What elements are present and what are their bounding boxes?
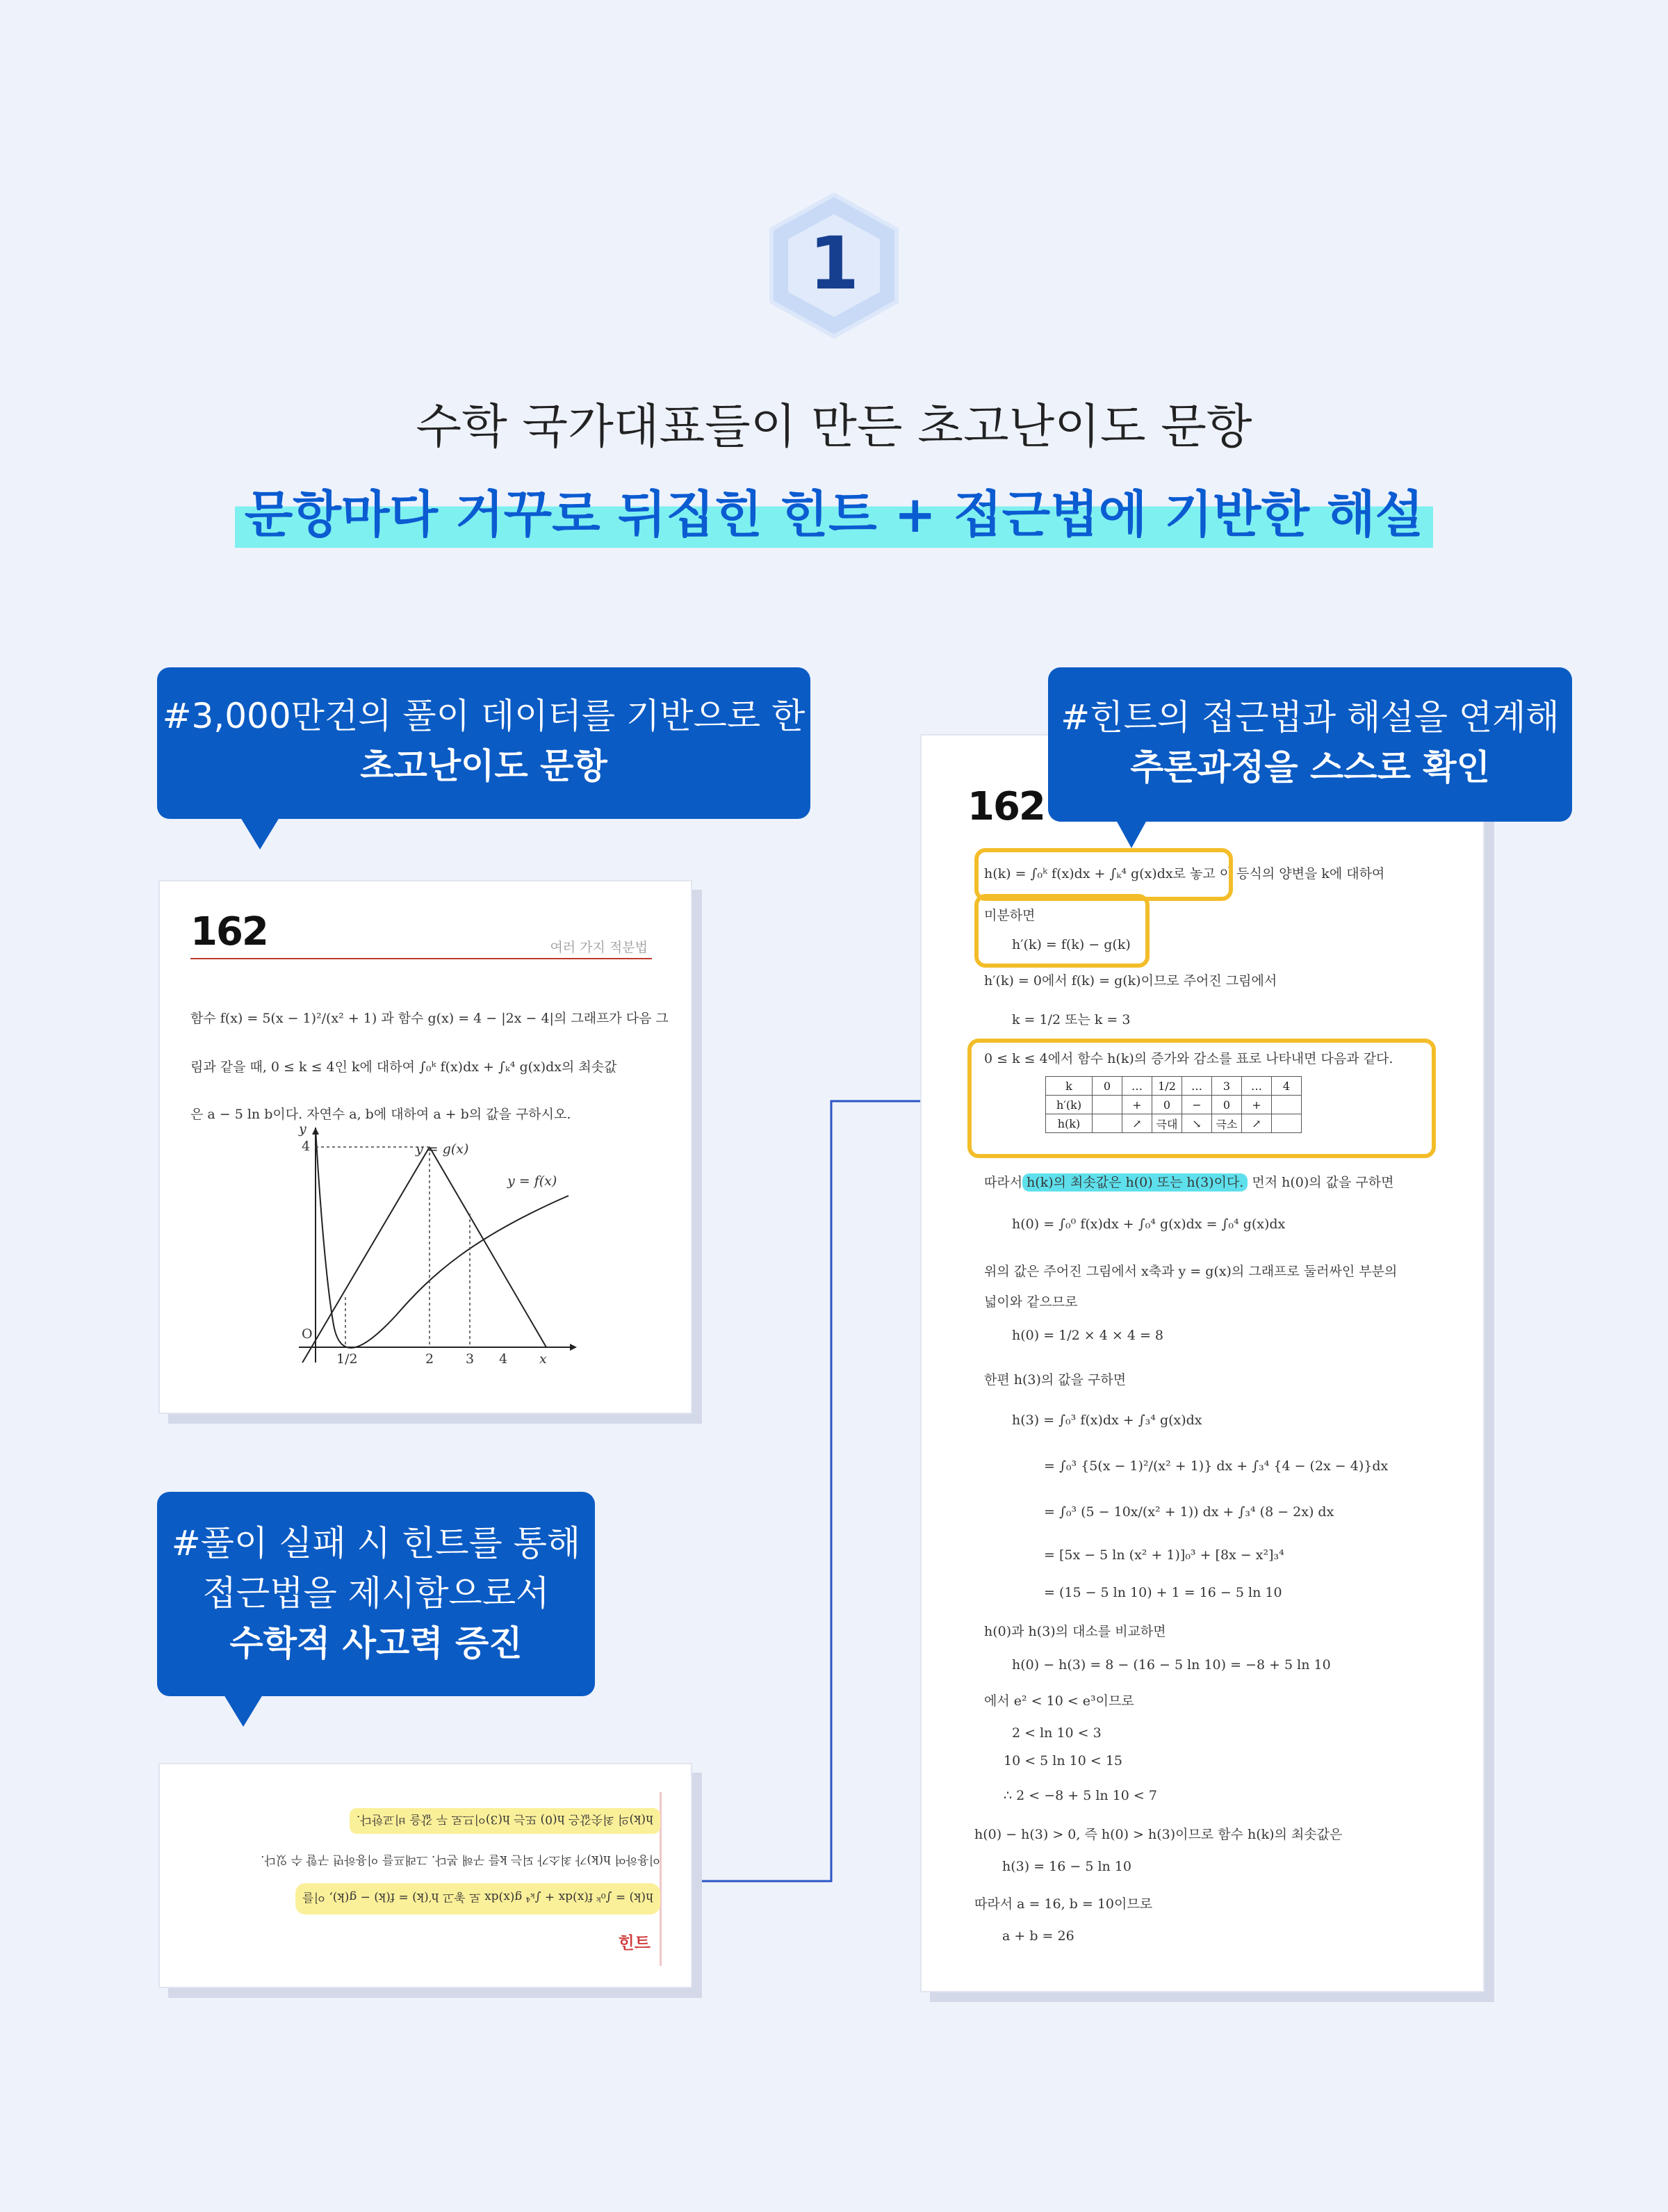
table-cell: … <box>1242 1077 1272 1096</box>
solution-number: 162 <box>967 784 1045 829</box>
graph-y-label: y <box>299 1121 306 1137</box>
solution-line-7-highlight: h(k)의 최솟값은 h(0) 또는 h(3)이다. <box>1022 1173 1248 1192</box>
headline-secondary: 문항마다 거꾸로 뒤집힌 힌트 + 접근법에 기반한 해설 <box>235 473 1433 548</box>
bubble-problem <box>157 667 810 819</box>
table-cell: … <box>1182 1077 1212 1096</box>
graph-label-g: y = g(x) <box>416 1141 469 1157</box>
solution-line-8: h(0) = ∫₀⁰ f(x)dx + ∫₀⁴ g(x)dx = ∫₀⁴ g(x)dx <box>1012 1217 1286 1232</box>
table-cell: 극대 <box>1152 1114 1182 1133</box>
solution-line-2: 미분하면 <box>984 908 1036 923</box>
table-cell: + <box>1122 1096 1152 1114</box>
solution-line-26: 따라서 a = 16, b = 10이므로 <box>974 1896 1153 1912</box>
solution-line-27: a + b = 26 <box>1002 1928 1074 1944</box>
bubble-solution-tail <box>1116 820 1147 848</box>
solution-line-14: = ∫₀³ {5(x − 1)²/(x² + 1)} dx + ∫₃⁴ {4 − (2x − 4)}dx <box>1044 1458 1389 1474</box>
hint-logo: 힌트 <box>618 1933 651 1953</box>
problem-category: 여러 가지 적분법 <box>550 940 648 955</box>
table-cell: 3 <box>1212 1077 1242 1096</box>
solution-line-7c: 먼저 h(0)의 값을 구하면 <box>1248 1175 1394 1190</box>
bubble-problem-tail <box>240 818 279 849</box>
graph-x-tick-4: 4 <box>499 1351 508 1367</box>
solution-card <box>920 734 1485 1992</box>
problem-text-1: 함수 f(x) = 5(x − 1)²/(x² + 1) 과 함수 g(x) = 4 − |2x − 4|의 그래프가 다음 그 <box>190 1011 669 1026</box>
hint-card <box>158 1763 692 1988</box>
table-cell: … <box>1122 1077 1152 1096</box>
table-cell: 0 <box>1152 1096 1182 1114</box>
highlight-box-derivative <box>974 894 1150 968</box>
solution-line-17: = (15 − 5 ln 10) + 1 = 16 − 5 ln 10 <box>1044 1585 1282 1600</box>
solution-line-7a: 따라서 <box>984 1175 1023 1190</box>
bubble-hint-line3: 수학적 사고력 증진 <box>229 1623 523 1664</box>
bubble-problem-line1: #3,000만건의 풀이 데이터를 기반으로 한 <box>162 696 806 736</box>
hint-line-2: 이용하여 h(k)가 최소가 되는 k를 구해 본다. 그래프를 이용하면 구할 수 있다. <box>261 1853 660 1867</box>
bubble-problem-line2: 초고난이도 문항 <box>360 746 607 786</box>
table-cell: ↗ <box>1242 1114 1272 1133</box>
table-cell: 극소 <box>1212 1114 1242 1133</box>
table-cell: + <box>1242 1096 1272 1114</box>
table-cell: − <box>1182 1096 1212 1114</box>
solution-line-23: ∴ 2 < −8 + 5 ln 10 < 7 <box>1004 1788 1157 1803</box>
bubble-solution <box>1048 667 1572 822</box>
bubble-hint-line2: 접근법을 제시함으로서 <box>202 1573 550 1613</box>
solution-line-22: 10 < 5 ln 10 < 15 <box>1004 1753 1123 1768</box>
bubble-hint <box>157 1492 595 1696</box>
solution-line-18: h(0)과 h(3)의 대소를 비교하면 <box>984 1624 1166 1639</box>
hint-line-1: h(k) = ∫₀ᵏ f(x)dx + ∫ₖ⁴ g(x)dx 로 놓고 h′(k) = f(k) − g(k), 이를 <box>295 1883 660 1914</box>
solution-line-16: = [5x − 5 ln (x² + 1)]₀³ + [8x − x²]₃⁴ <box>1044 1547 1284 1563</box>
problem-divider <box>190 958 652 959</box>
g-line-left <box>302 1147 430 1363</box>
solution-line-9: 위의 값은 주어진 그림에서 x축과 y = g(x)의 그래프로 둘러싸인 부분의 <box>984 1264 1398 1279</box>
solution-line-7 <box>984 1172 1393 1191</box>
solution-line-1: h(k) = ∫₀ᵏ f(x)dx + ∫ₖ⁴ g(x)dx로 놓고 이 등식의 양변을 k에 대하여 <box>984 866 1385 881</box>
problem-text-3: 은 a − 5 ln b이다. 자연수 a, b에 대하여 a + b의 값을 구하시오. <box>190 1107 571 1122</box>
table-cell: 0 <box>1093 1077 1122 1096</box>
hint-logo-wrap <box>619 1929 651 1953</box>
headline-primary: 수학 국가대표들이 만든 초고난이도 문항 <box>416 400 1252 455</box>
solution-line-6: 0 ≤ k ≤ 4에서 함수 h(k)의 증가와 감소를 표로 나타내면 다음과 같다. <box>984 1051 1393 1066</box>
solution-line-21: 2 < ln 10 < 3 <box>1012 1725 1102 1741</box>
solution-line-25: h(3) = 16 − 5 ln 10 <box>1002 1859 1131 1874</box>
table-cell: 4 <box>1272 1077 1302 1096</box>
graph-y-tick-4: 4 <box>302 1139 311 1154</box>
hint-line-3: h(k)의 최솟값은 h(0) 또는 h(3)이므로 두 값을 비교한다. <box>350 1808 660 1834</box>
table-cell: h′(k) <box>1046 1096 1093 1114</box>
table-cell: h(k) <box>1046 1114 1093 1133</box>
f-curve <box>316 1128 569 1348</box>
solution-line-3: h′(k) = f(k) − g(k) <box>1012 937 1131 952</box>
hint-flipped-content <box>188 1792 660 1966</box>
solution-line-20: 에서 e² < 10 < e³이므로 <box>984 1693 1134 1709</box>
solution-line-11: h(0) = 1/2 × 4 × 4 = 8 <box>1012 1328 1163 1343</box>
table-cell: ↘ <box>1182 1114 1212 1133</box>
problem-number: 162 <box>190 909 268 954</box>
graph-x-label: x <box>539 1351 547 1367</box>
step-number: 1 <box>808 221 860 306</box>
solution-line-19: h(0) − h(3) = 8 − (16 − 5 ln 10) = −8 + 5 ln 10 <box>1012 1657 1331 1673</box>
solution-line-13: h(3) = ∫₀³ f(x)dx + ∫₃⁴ g(x)dx <box>1012 1413 1202 1428</box>
graph-x-tick-2: 2 <box>425 1351 434 1367</box>
bubble-solution-line1: #힌트의 접근법과 해설을 연계해 <box>1061 697 1560 738</box>
problem-graph <box>292 1126 584 1363</box>
table-cell: k <box>1046 1077 1093 1096</box>
solution-line-12: 한편 h(3)의 값을 구하면 <box>984 1372 1127 1388</box>
highlight-box-table <box>967 1039 1436 1158</box>
solution-line-24: h(0) − h(3) > 0, 즉 h(0) > h(3)이므로 함수 h(k)의 최솟값은 <box>974 1827 1343 1842</box>
solution-line-10: 넓이와 같으므로 <box>984 1294 1078 1310</box>
table-cell: ↗ <box>1122 1114 1152 1133</box>
graph-label-f: y = f(x) <box>507 1173 557 1189</box>
table-cell: 1/2 <box>1152 1077 1182 1096</box>
problem-text-2: 림과 같을 때, 0 ≤ k ≤ 4인 k에 대하여 ∫₀ᵏ f(x)dx + ∫ₖ⁴ g(x)dx의 최솟값 <box>190 1059 617 1075</box>
problem-card <box>158 880 692 1414</box>
bubble-solution-line2: 추론과정을 스스로 확인 <box>1130 747 1490 788</box>
bubble-hint-line1: #풀이 실패 시 힌트를 통해 <box>171 1523 581 1563</box>
highlight-box-hk <box>974 848 1233 901</box>
bubble-hint-tail <box>224 1695 263 1727</box>
graph-origin: O <box>302 1326 313 1342</box>
graph-x-tick-3: 3 <box>466 1351 475 1367</box>
graph-x-tick-half: 1/2 <box>336 1351 358 1367</box>
solution-line-4: h′(k) = 0에서 f(k) = g(k)이므로 주어진 그림에서 <box>984 973 1277 989</box>
table-cell: 0 <box>1212 1096 1242 1114</box>
solution-line-15: = ∫₀³ (5 − 10x/(x² + 1)) dx + ∫₃⁴ (8 − 2x) dx <box>1044 1504 1334 1520</box>
solution-line-5: k = 1/2 또는 k = 3 <box>1012 1012 1131 1027</box>
